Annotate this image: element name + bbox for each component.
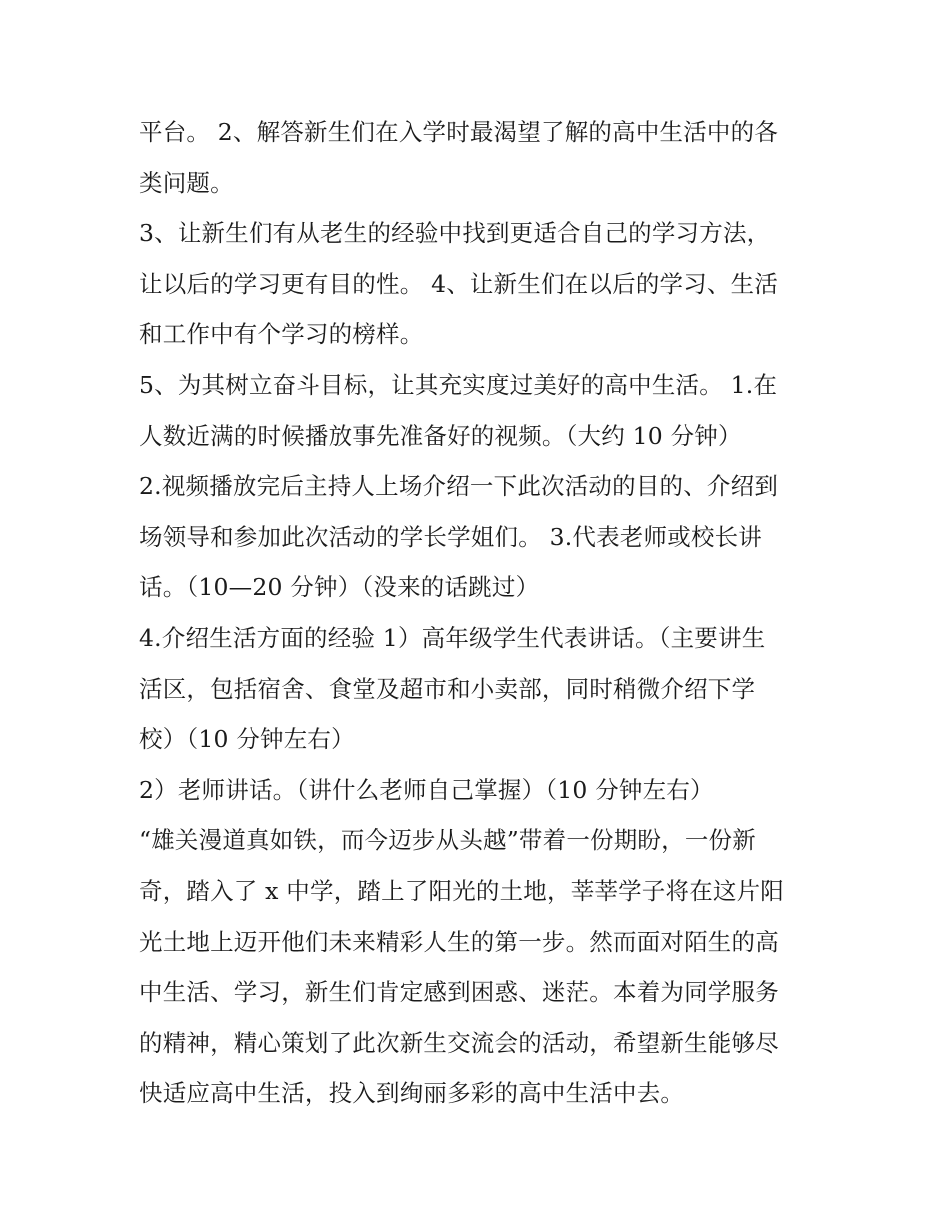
text-line: 中生活、学习，新生们肯定感到困惑、迷茫。本着为同学服务 [139,978,779,1007]
text-line: 校）（10 分钟左右） [139,725,355,754]
document-body [139,107,819,1119]
text-line: 2.视频播放完后主持人上场介绍一下此次活动的目的、介绍到 [139,472,779,501]
text-line: 的精神，精心策划了此次新生交流会的活动，希望新生能够尽 [139,1028,779,1057]
text-line: 快适应高中生活，投入到绚丽多彩的高中生活中去。 [139,1079,685,1108]
text-line: 场领导和参加此次活动的学长学姐们。 3.代表老师或校长讲 [139,522,762,551]
text-line: 光土地上迈开他们未来精彩人生的第一步。然而面对陌生的高 [139,927,779,956]
text-line: 奇，踏入了 x 中学，踏上了阳光的土地，莘莘学子将在这片阳 [139,876,784,905]
text-line: 人数近满的时候播放事先准备好的视频。（大约 10 分钟） [139,421,742,450]
text-line: 类问题。 [139,168,234,197]
text-line: 话。（10—20 分钟）（没来的话跳过） [139,573,540,602]
text-line: “雄关漫道真如铁，而今迈步从头越”带着一份期盼，一份新 [139,826,756,855]
text-line: 活区，包括宿舍、食堂及超市和小卖部，同时稍微介绍下学 [139,674,756,703]
text-line: 和工作中有个学习的榜样。 [139,320,424,349]
text-line: 2）老师讲话。（讲什么老师自己掌握）（10 分钟左右） [139,775,714,804]
text-line: 让以后的学习更有目的性。 4、让新生们在以后的学习、生活 [139,269,779,298]
text-line: 4.介绍生活方面的经验 1）高年级学生代表讲话。（主要讲生 [139,623,766,652]
text-line: 平台。 2、解答新生们在入学时最渴望了解的高中生活中的各 [139,118,779,146]
text-line: 5、为其树立奋斗目标，让其充实度过美好的高中生活。 1.在 [139,370,778,399]
text-line: 3、让新生们有从老生的经验中找到更适合自己的学习方法， [139,219,771,248]
